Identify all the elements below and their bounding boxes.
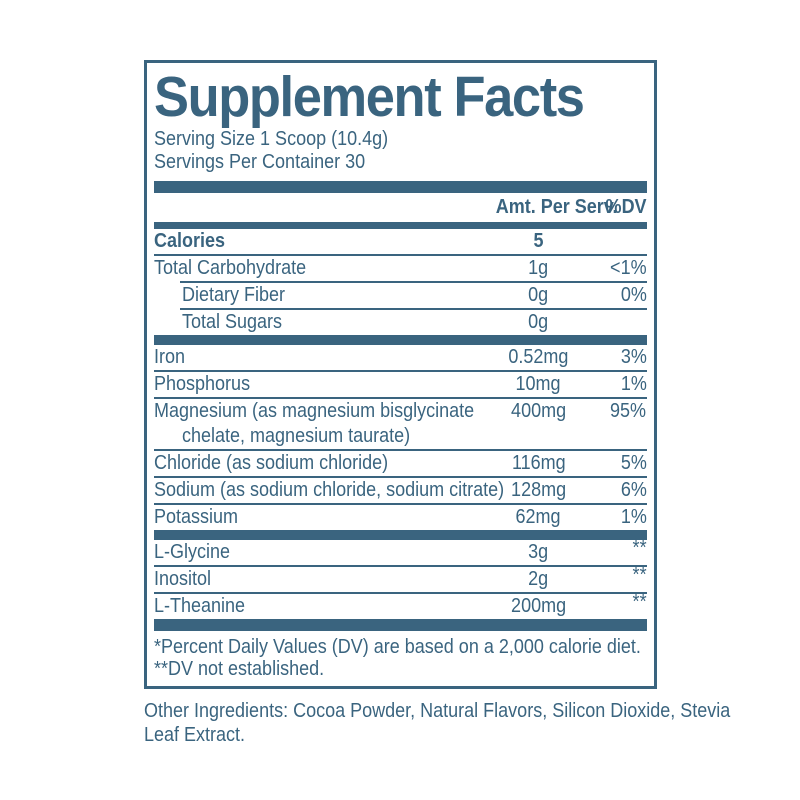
nutrient-dv: 0% xyxy=(620,284,647,306)
nutrient-amount: 3g xyxy=(528,541,549,563)
nutrient-dv: 5% xyxy=(620,452,647,474)
serving-size: Serving Size 1 Scoop (10.4g) xyxy=(153,128,388,150)
divider-thick-bottom xyxy=(154,619,647,631)
table-row xyxy=(154,372,647,397)
nutrient-name: L-Glycine xyxy=(153,541,230,563)
table-row xyxy=(154,229,647,254)
footnote-dv: *Percent Daily Values (DV) are based on a 2,000 calorie diet. xyxy=(153,636,641,658)
divider-thick xyxy=(154,530,647,540)
table-row xyxy=(154,345,647,370)
column-header-row xyxy=(154,193,647,222)
table-row xyxy=(153,564,647,592)
table-row xyxy=(154,310,647,335)
nutrient-name: Total Sugars xyxy=(181,311,282,333)
divider-thick xyxy=(154,335,647,345)
nutrient-name: L-Theanine xyxy=(153,595,245,617)
nutrient-dv: ** xyxy=(632,564,647,586)
nutrient-dv: 1% xyxy=(620,373,647,395)
nutrient-dv: 6% xyxy=(620,479,647,501)
nutrient-dv xyxy=(589,229,647,254)
nutrient-name: Chloride (as sodium chloride) xyxy=(153,452,388,474)
nutrient-amount: 0.52mg xyxy=(508,346,569,368)
footnotes xyxy=(154,636,647,682)
divider-medium xyxy=(154,222,647,229)
nutrient-amount: 10mg xyxy=(515,373,562,395)
nutrient-name: Sodium (as sodium chloride, sodium citrate) xyxy=(153,479,504,501)
nutrient-amount: 0g xyxy=(528,311,549,333)
page xyxy=(144,0,657,689)
nutrient-dv: ** xyxy=(632,591,647,613)
panel-title: Supplement Facts xyxy=(153,65,584,129)
nutrient-dv: 1% xyxy=(620,506,647,528)
other-ingredients: Other Ingredients: Cocoa Powder, Natural Flavors, Silicon Dioxide, Stevia Leaf Extract. xyxy=(143,700,730,746)
nutrient-name: Phosphorus xyxy=(153,373,250,395)
table-row xyxy=(153,537,647,565)
nutrient-dv: 3% xyxy=(620,346,647,368)
nutrient-name: Magnesium (as magnesium bisglycinate chelate, magnesium taurate) xyxy=(153,400,474,447)
nutrient-name: Total Carbohydrate xyxy=(153,257,306,279)
nutrient-amount: 200mg xyxy=(510,595,567,617)
column-header-amount: Amt. Per Serv. xyxy=(495,196,617,218)
table-row xyxy=(154,451,647,476)
table-row xyxy=(154,478,647,503)
nutrient-dv xyxy=(589,310,647,335)
nutrient-name: Calories xyxy=(153,230,225,252)
nutrient-amount: 1g xyxy=(528,257,549,279)
nutrient-dv: <1% xyxy=(609,257,647,279)
table-row xyxy=(154,505,647,530)
column-header-dv: %DV xyxy=(605,196,647,218)
nutrient-amount: 5 xyxy=(533,230,544,252)
supplement-facts-panel xyxy=(144,60,657,689)
nutrient-dv: ** xyxy=(632,537,647,559)
nutrient-amount: 400mg xyxy=(510,400,567,422)
nutrient-name: Potassium xyxy=(153,506,238,528)
servings-per-container: Servings Per Container 30 xyxy=(153,151,365,173)
nutrient-dv: 95% xyxy=(610,400,647,422)
nutrient-name: Iron xyxy=(153,346,185,368)
nutrient-amount: 116mg xyxy=(511,452,566,474)
nutrient-name: Dietary Fiber xyxy=(181,284,285,306)
nutrient-amount: 0g xyxy=(528,284,549,306)
table-row xyxy=(154,256,647,281)
table-row xyxy=(154,283,647,308)
nutrient-amount: 2g xyxy=(528,568,549,590)
table-row xyxy=(154,399,647,449)
footnote-not-established: **DV not established. xyxy=(153,658,324,680)
nutrient-table xyxy=(154,222,647,619)
nutrient-amount: 62mg xyxy=(515,506,562,528)
nutrient-amount: 128mg xyxy=(510,479,567,501)
nutrient-name: Inositol xyxy=(153,568,211,590)
divider-thick-top xyxy=(154,181,647,193)
table-row xyxy=(153,591,647,619)
